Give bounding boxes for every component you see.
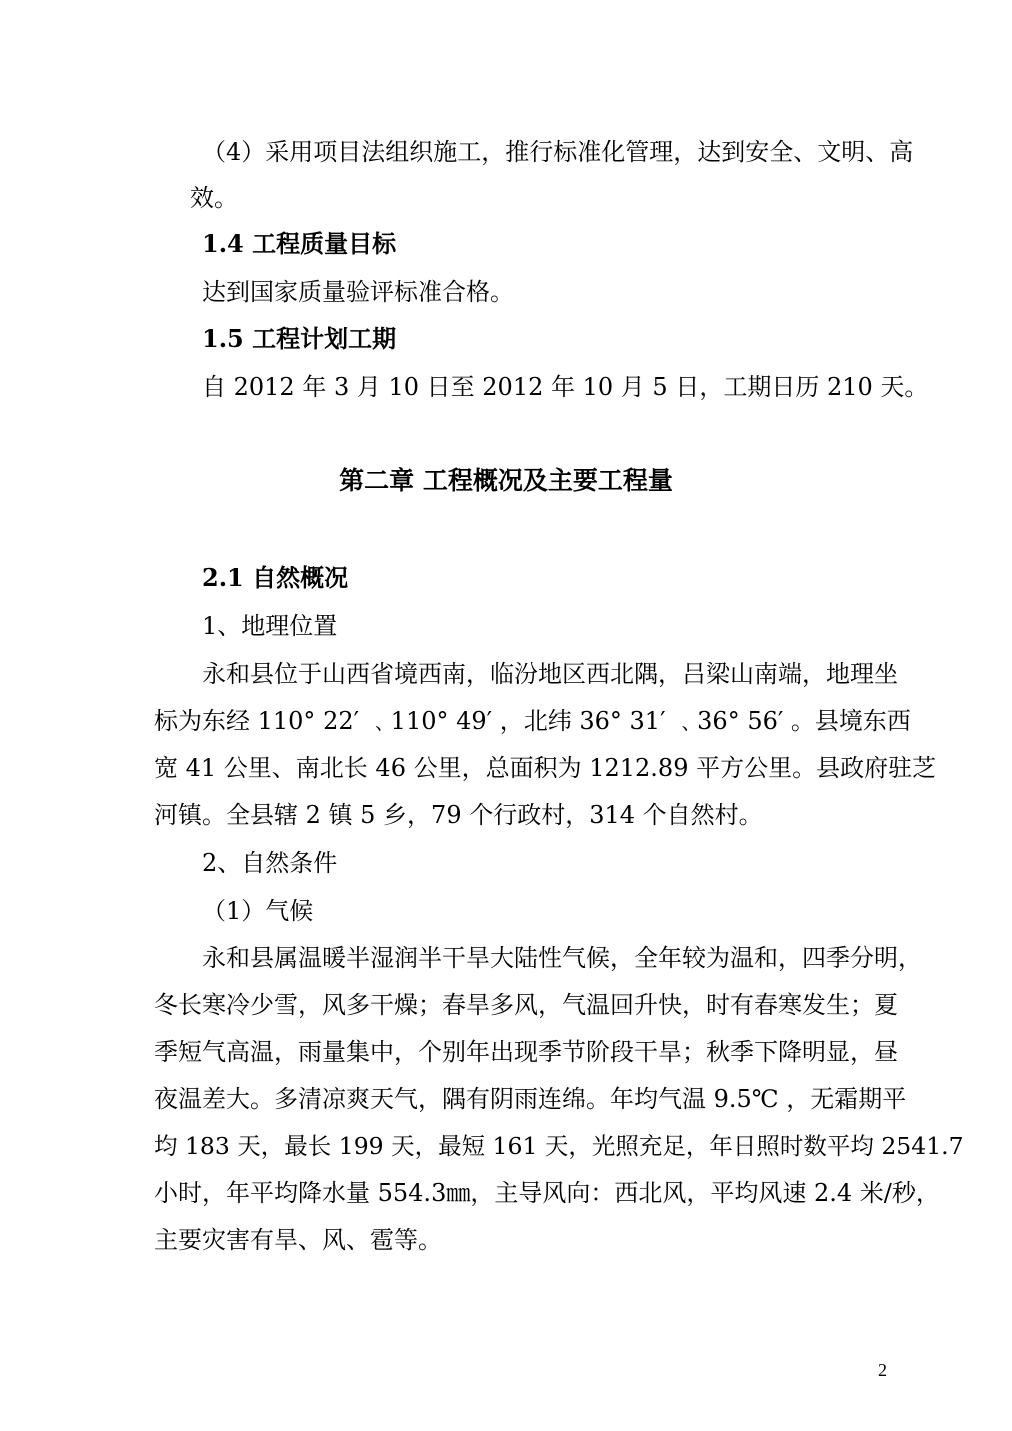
page-number: 2 [878, 1360, 887, 1380]
climate-line: 冬长寒冷少雪，风多干燥；春旱多风，气温回升快，时有春寒发生；夏 [154, 991, 898, 1019]
geo-line: 标为东经 110° 22′ ﹑110° 49′ ，北纬 36° 31′ ﹑36° 56′ 。县境东西 [154, 707, 911, 735]
climate-line: 主要灾害有旱、风、雹等。 [154, 1226, 442, 1254]
geo-line: 河镇。全县辖 2 镇 5 乡，79 个行政村，314 个自然村。 [154, 801, 763, 829]
conditions-subtitle: 2、自然条件 [202, 849, 338, 877]
item4-line-2: 效。 [190, 184, 238, 212]
geo-subtitle: 1、地理位置 [202, 612, 338, 640]
section-1-5-body: 自 2012 年 3 月 10 日至 2012 年 10 月 5 日，工期日历 210 天。 [202, 373, 929, 401]
section-1-4-body: 达到国家质量验评标准合格。 [202, 278, 514, 306]
climate-line: 夜温差大。多清凉爽天气，隅有阴雨连绵。年均气温 9.5℃ ，无霜期平 [154, 1085, 907, 1113]
item4-line-1: （4）采用项目法组织施工，推行标准化管理，达到安全、文明、高 [202, 138, 914, 166]
section-1-5-heading: 1.5 工程计划工期 [202, 324, 397, 353]
climate-line: 永和县属温暖半湿润半干旱大陆性气候，全年较为温和，四季分明， [202, 944, 922, 972]
climate-line: 均 183 天，最长 199 天，最短 161 天，光照充足，年日照时数平均 2541.7 [154, 1132, 964, 1160]
climate-subtitle: （1）气候 [202, 897, 314, 925]
geo-line: 永和县位于山西省境西南，临汾地区西北隅，吕梁山南端，地理坐 [202, 660, 898, 688]
section-2-1-heading: 2.1 自然概况 [202, 563, 349, 592]
geo-line: 宽 41 公里、南北长 46 公里，总面积为 1212.89 平方公里。县政府驻芝 [154, 754, 937, 782]
section-1-4-heading: 1.4 工程质量目标 [202, 229, 397, 258]
chapter-2-title: 第二章 工程概况及主要工程量 [339, 466, 673, 495]
climate-line: 季短气高温，雨量集中，个别年出现季节阶段干旱；秋季下降明显，昼 [154, 1038, 898, 1066]
climate-line: 小时，年平均降水量 554.3㎜，主导风向：西北风，平均风速 2.4 米/秒， [154, 1179, 940, 1207]
